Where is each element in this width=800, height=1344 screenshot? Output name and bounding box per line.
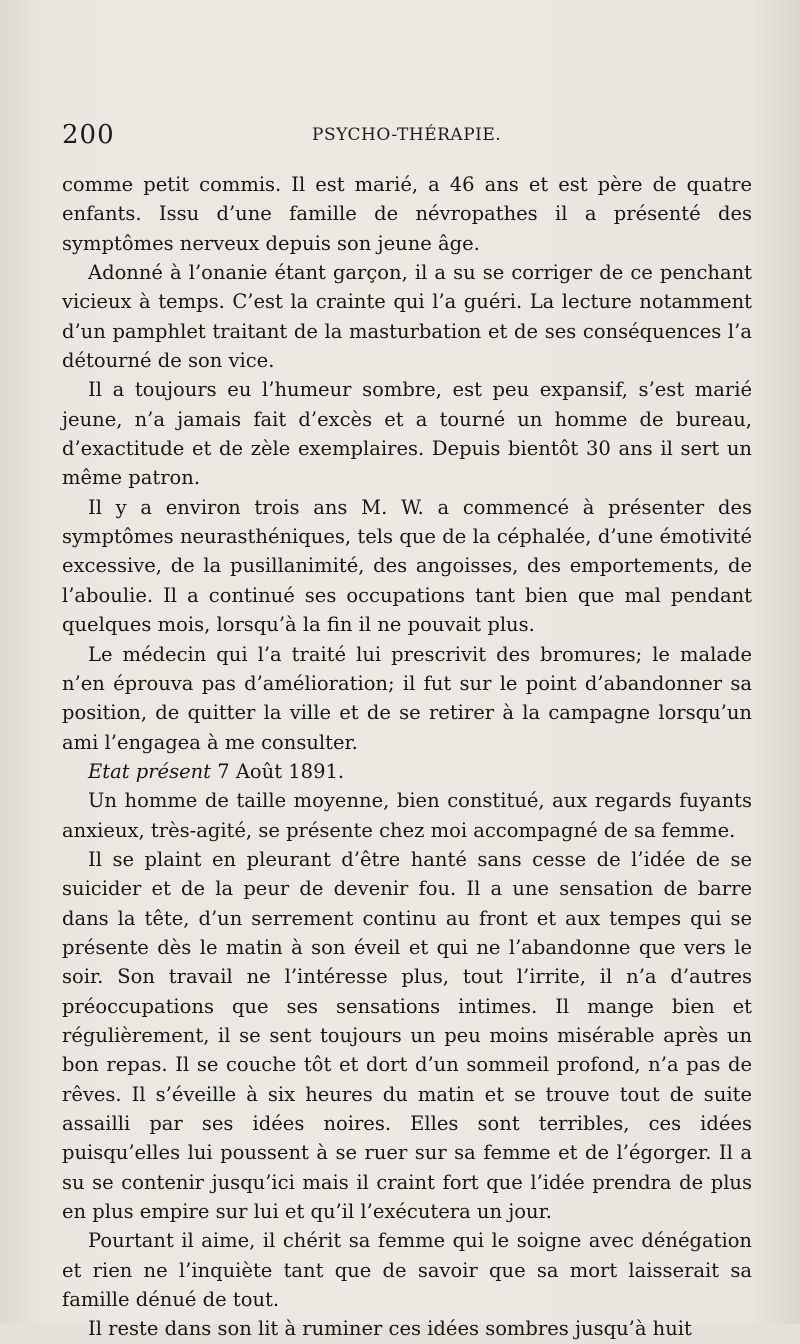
- paragraph-7: Il se plaint en pleurant d’être hanté sans cesse de l’idée de se suicider et de la peur de devenir fou. Il a une sensation de barre dans la tête, d’un serrement continu au front et aux tempes qui se présente dès le matin à son éveil et qui ne l’abandonne que vers le soir. Son travail ne l’intéresse plus, tout l’irrite, il n’a d’autres préoccupations que ses sensations intimes. Il mange bien et régulièrement, il se sent toujours un peu moins misérable après un bon repas. Il se couche tôt et dort d’un sommeil profond, n’a pas de rêves. Il s’éveille à six heures du matin et se trouve tout de suite assailli par ses idées noires. Elles sont terribles, ces idées puisqu’elles lui poussent à se ruer sur sa femme et de l’égorger. Il a su se contenir jusqu’ici mais il craint fort que l’idée prendra de plus en plus empire sur lui et qu’il l’exécutera un jour.: [62, 847, 752, 1224]
- paragraph-4: Il y a environ trois ans M. W. a commencé à présenter des symptômes neurasthéniques, tels que de la céphalée, d’une émotivité excessive, de la pusillanimité, des angoisses, des emportements, de l’aboulie. Il a continué ses occupations tant bien que mal pendant quelques mois, lorsqu’à la fin il ne pouvait plus.: [62, 495, 752, 637]
- status-label: Etat présent: [88, 759, 212, 783]
- status-date: 7 Août 1891.: [217, 759, 345, 783]
- paragraph-3: Il a toujours eu l’humeur sombre, est peu expansif, s’est marié jeune, n’a jamais fait d’excès et a tourné un homme de bureau, d’exactitude et de zèle exemplaires. Depuis bientôt 30 ans il sert un même patron.: [62, 378, 752, 490]
- page-header: [62, 114, 752, 150]
- paragraph-9: Il reste dans son lit à ruminer ces idées sombres jusqu’à huit: [88, 1317, 692, 1341]
- paragraph-6: Un homme de taille moyenne, bien constitué, aux regards fuyants anxieux, très-agité, se présente chez moi accompagné de sa femme.: [62, 789, 752, 842]
- body-text: [62, 170, 752, 1344]
- running-title: PSYCHO-THÉRAPIE.: [312, 125, 502, 145]
- paragraph-8: Pourtant il aime, il chérit sa femme qui le soigne avec dénégation et rien ne l’inquiète tant que de savoir que sa mort laisserait sa famille dénué de tout.: [62, 1229, 752, 1312]
- page-number: 200: [62, 120, 115, 150]
- paragraph-5: Le médecin qui l’a traité lui prescrivit des bromures; le malade n’en éprouva pas d’amélioration; il fut sur le point d’abandonner sa position, de quitter la ville et de se retirer à la campagne lorsqu’un ami l’engagea à me consulter.: [62, 642, 752, 754]
- paragraph-2: Adonné à l’onanie étant garçon, il a su se corriger de ce penchant vicieux à temps. C’est la crainte qui l’a guéri. La lecture notamment d’un pamphlet traitant de la masturbation et de ses conséquences l’a détourné de son vice.: [62, 261, 752, 373]
- paragraph-1: comme petit commis. Il est marié, a 46 ans et est père de quatre enfants. Issu d’une famille de névropathes il a présenté des symptômes nerveux depuis son jeune âge.: [62, 173, 752, 255]
- status-line: [62, 757, 752, 786]
